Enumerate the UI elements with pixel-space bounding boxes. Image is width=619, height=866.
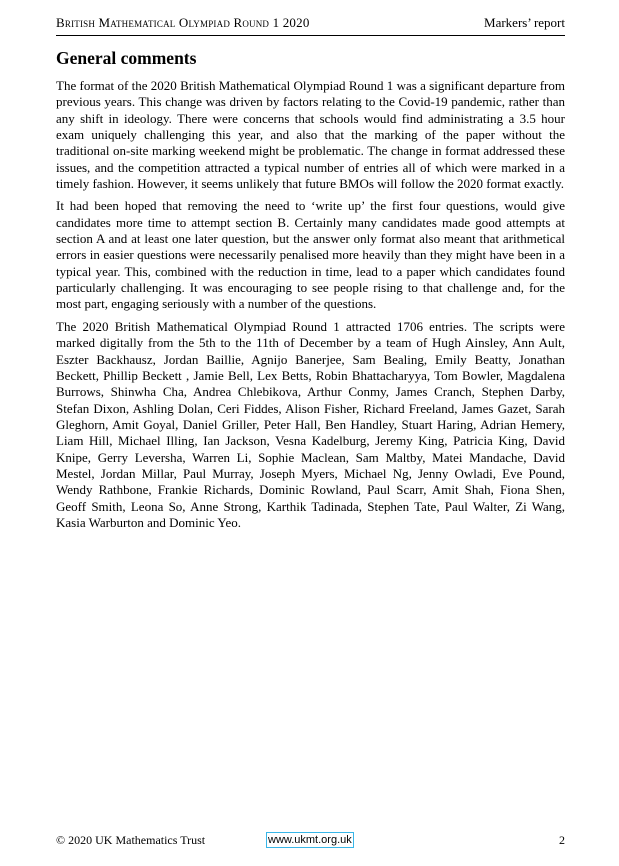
- page-content: [56, 47, 565, 537]
- ukmt-website-link[interactable]: www.ukmt.org.uk: [268, 834, 352, 846]
- paragraph-write-up: It had been hoped that removing the need to ‘write up’ the first four questions, would give candidates more time to attempt section B. Certainly many candidates made good attempts at section A and at least one later question, but the answer only format also meant that arithmetical errors in easier questions were necessarily penalised more heavily than they might have been in a typical year. This, combined with the reduction in time, lead to a paper which candidates found particularly challenging. It was encouraging to see people rising to that challenge and, for the most part, engaging seriously with a number of the questions.: [56, 198, 565, 312]
- header-report-label: Markers’ report: [484, 15, 565, 30]
- section-heading: General comments: [56, 48, 197, 68]
- footer-copyright: © 2020 UK Mathematics Trust: [56, 833, 206, 847]
- header-divider: [56, 35, 565, 36]
- page-number: 2: [559, 833, 565, 847]
- page-footer: [56, 833, 565, 849]
- header-title: British Mathematical Olympiad Round 1 2020: [56, 15, 310, 30]
- paragraph-format-change: The format of the 2020 British Mathematical Olympiad Round 1 was a significant departure from previous years. This change was driven by factors relating to the Covid-19 pandemic, rather than any shift in ideology. There were concerns that schools would find administrating a 3.5 hour exam uniquely challenging this year, and also that the marking of the paper without the traditional on-site marking weekend might be problematic. The change in format addressed these issues, and the competition attracted a typical number of entries all of which were marked in a timely fashion. However, it seems unlikely that future BMOs will follow the 2020 format exactly.: [56, 78, 565, 192]
- page-header: [56, 15, 565, 35]
- paragraph-entries-markers: The 2020 British Mathematical Olympiad Round 1 attracted 1706 entries. The scripts were marked digitally from the 5th to the 11th of December by a team of Hugh Ainsley, Ann Ault, Eszter Backhausz, Jordan Baillie, Agnijo Banerjee, Sam Bealing, Emily Beatty, Jonathan Beckett, Phillip Beckett , Jamie Bell, Lex Betts, Robin Bhattacharyya, Tom Bowler, Magdalena Burrows, Shinwha Cha, Andrea Chlebikova, Arthur Conmy, James Cranch, Stephen Darby, Stefan Dixon, Ashling Dolan, Ceri Fiddes, Alison Fisher, Richard Freeland, James Gazet, Sarah Gleghorn, Amit Goyal, Daniel Griller, Peter Hall, Ben Handley, Stuart Haring, Adrian Hemery, Liam Hill, Michael Illing, Ian Jackson, Vesna Kadelburg, Jeremy King, Patricia King, David Knipe, Gerry Leversha, Warren Li, Sophie Maclean, Sam Maltby, Matei Mandache, David Mestel, Jordan Millar, Paul Murray, Joseph Myers, Michael Ng, Jenny Owladi, Eve Pound, Wendy Rathbone, Frankie Richards, Dominic Rowland, Paul Scarr, Amit Shah, Fiona Shen, Geoff Smith, Leona So, Anne Strong, Karthik Tadinada, Stephen Tate, Paul Walter, Zi Wang, Kasia Warburton and Dominic Yeo.: [56, 318, 565, 530]
